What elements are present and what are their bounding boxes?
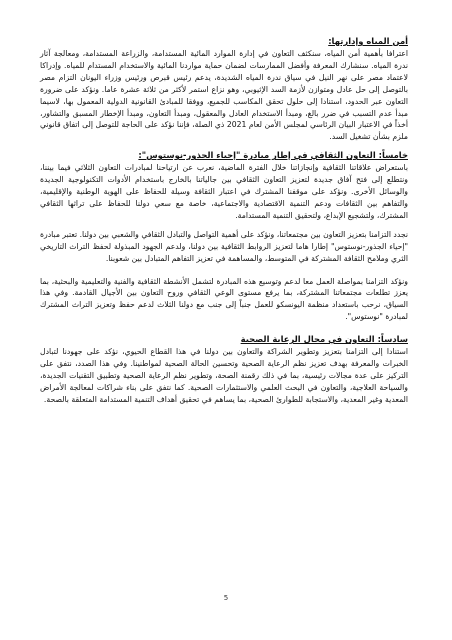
paragraph-cultural-cooperation-3: ونؤكد التزامنا بمواصلة العمل معا لدعم وتوسيع هذه المبادرة لتشمل الأنشطة الثقافية والفنية والتعليمية والبحثية، بما يعزز تطلعات مجتمعاتنا المشتركة، بما يرفع مستوى الوعي الثقافي وروح التعاون بين الأجيال القادمة. وفي هذا السياق، نرحب باستعداد منظمة اليونسكو للعمل جنباً إلى جنب مع دولنا الثلاث لدعم حفظ وتعزيز التراث المشترك لمبادرة "نوستوس". xyxy=(40,276,408,322)
paragraph-cultural-cooperation-1: باستعراض علاقاتنا الثقافية وإنجازاتنا خلال الفترة الماضية، نعرب عن ارتياحنا لمبادرات التعاون الثلاثي فيما بيننا، ونتطلع إلى فتح آفاق جديدة لتعزيز التعاون الثقافي بين جالياتنا بالخارج باستخدام الأدوات التكنولوجية الجديدة والوسائل الأخرى. ونؤكد على موقفنا المشترك في اعتبار الثقافة وسيلة للحفاظ على الهوية الوطنية والإقليمية، والتفاهم بين الثقافات ودعم التنمية الاقتصادية والاجتماعية، خاصة مع سعي دولنا للحفاظ على تراثها الثقافي المشترك، ولتشجيع الإبداع، ولتحقيق التنمية المستدامة. xyxy=(40,163,408,220)
spacer xyxy=(40,265,408,276)
paragraph-cultural-cooperation-2: نجدد التزامنا بتعزيز التعاون بين مجتمعاتنا، ونؤكد على أهمية التواصل والتبادل الثقافي والشعبي بين دولنا. تعتبر مبادرة "إحياء الجذور-نوستوس" إطارا هاما لتعزيز الروابط الثقافية بين دولنا، ولدعم الجهود المبذولة لحفظ التراث التاريخي الثري وملامح الثقافة المشتركة في المتوسط، والمساهمة في تعزيز التفاهم المتبادل بين شعوبنا. xyxy=(40,229,408,263)
section-heading-water-security: أمن المياه وإدارتها: xyxy=(328,36,408,46)
paragraph-water-security: اعترافا بأهمية أمن المياه، سنكثف التعاون في إدارة الموارد المائية المستدامة، والزراعة المستدامة، ومعالجة آثار ندرة المياه. سنشارك المعرفة وأفضل الممارسات لضمان حماية مواردنا المائية والاستخدام المستدام للمياه. وإدراكا لاعتماد مصر على نهر النيل في سياق ندرة المياه الشديدة، يدعم رئيس قبرص ورئيس وزراء اليونان التزام مصر بالتوصل إلى حل عادل ومتوازن لأزمة السد الإثيوبي، وهو نزاع استمر لأكثر من ثلاثة عشرة عاما. ونؤكد على ضرورة التعاون عبر الحدود، استنادا إلى حلول تحقق المكاسب للجميع، ووفقا للمبادئ القانونية الدولية المعمول بها، لاسيما مبدأ عدم التسبب في ضرر بالغ، ومبدأ الاستخدام العادل والمعقول، ومبدأ التعاون، ومبدأ الإخطار المسبق والتشاور، أخذاً في الاعتبار البيان الرئاسي لمجلس الأمن لعام 2021 ذي الصلة، فإننا نؤكد على الحاجة للتوصل إلى اتفاق قانوني ملزم بشأن تشغيل السد. xyxy=(40,49,408,142)
section-heading-healthcare: سادساً: التعاون في مجال الرعاية الصحية xyxy=(240,334,408,345)
page-number: 5 xyxy=(223,594,229,602)
spacer xyxy=(40,323,408,334)
section-heading-cultural-cooperation: خامساً: التعاون الثقافي في إطار مبادرة "إحياء الجذور-نوستوس": xyxy=(138,150,408,161)
spacer xyxy=(40,222,408,229)
paragraph-healthcare: استنادا إلى التزامنا بتعزيز وتطوير الشراكة والتعاون بين دولنا في هذا القطاع الحيوي، نؤكد على جهودنا لتبادل الخبرات والمعرفة بهدف تعزيز نظم الرعاية الصحية وتحسين الحالة الصحية لمواطنينا. وفي هذا الصدد، نتفق على التركيز على عدة مجالات رئيسية، بما في ذلك رقمنة الصحة، وتطوير نظم الرعاية الصحية وتطبيق التقنيات الجديدة، والسياحة العلاجية، والتعاون في البحث العلمي والاستثمارات الصحية. كما نتفق على بناء شراكات لمعالجة الأمراض المعدية وغير المعدية، والاستجابة للطوارئ الصحية، بما يساهم في تحقيق أهداف التنمية المستدامة المتعلقة بالصحة. xyxy=(40,347,408,404)
